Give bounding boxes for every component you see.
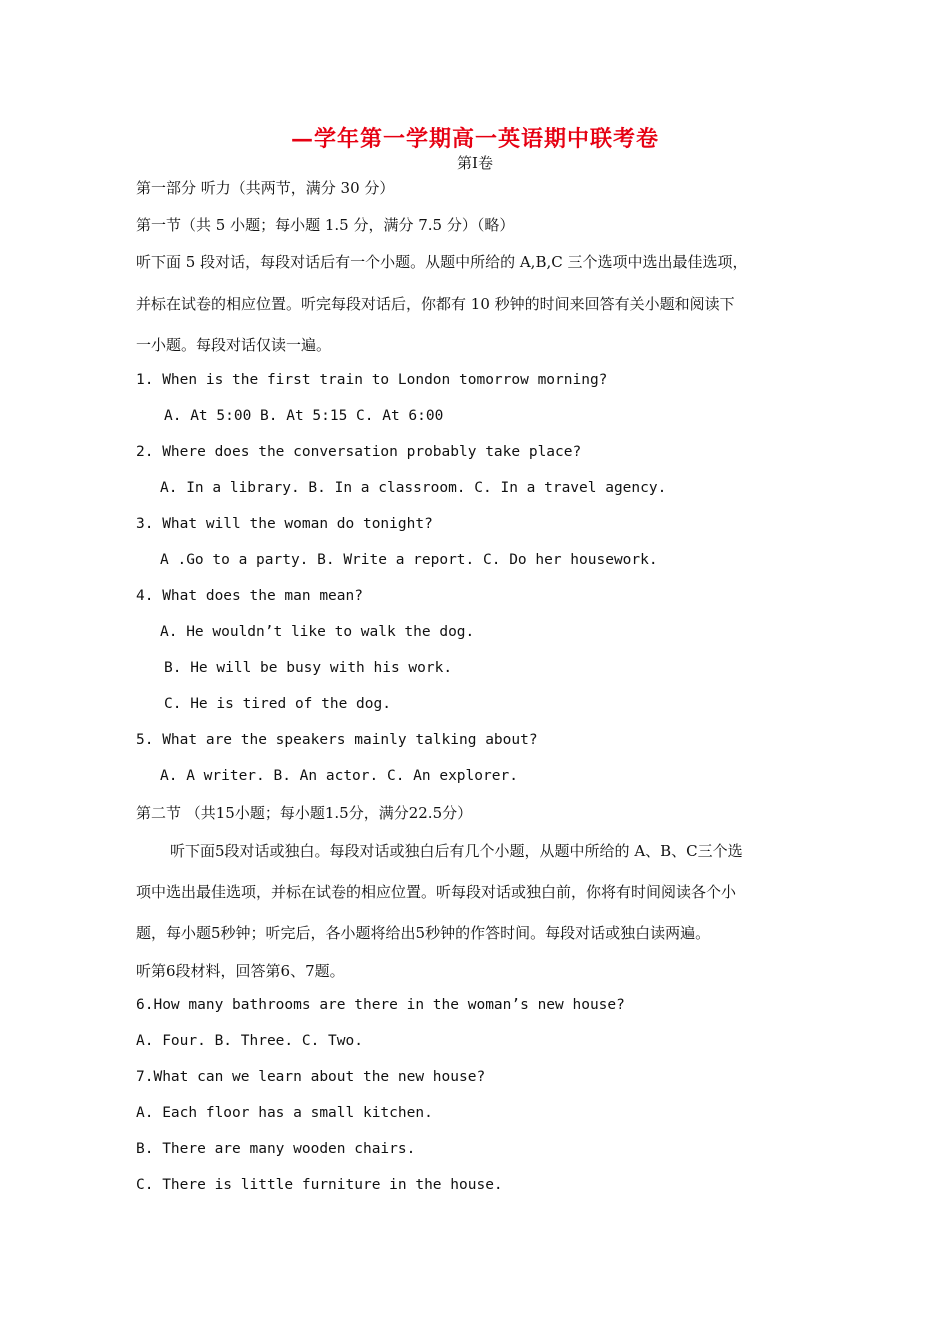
question-4-option-c: C. He is tired of the dog. (164, 696, 391, 712)
section2-heading: 第二节 （共15小题；每小题1.5分，满分22.5分） (136, 804, 473, 822)
section2-instruction-line-3: 题，每小题5秒钟；听完后，各小题将给出5秒钟的作答时间。每段对话或独白读两遍。 (136, 924, 711, 942)
question-4-option-b: B. He will be busy with his work. (164, 660, 453, 676)
exam-title: —学年第一学期高一英语期中联考卷 (290, 126, 659, 152)
question-5: 5. What are the speakers mainly talking about? (136, 732, 538, 748)
question-7-option-b: B. There are many wooden chairs. (136, 1141, 416, 1157)
question-1-options: A. At 5:00 B. At 5:15 C. At 6:00 (164, 408, 444, 424)
instruction-line-3: 一小题。每段对话仅读一遍。 (136, 336, 332, 354)
section2-instruction-line-2: 项中选出最佳选项，并标在试卷的相应位置。听每段对话或独白前，你将有时间阅读各个小 (136, 883, 737, 901)
question-1: 1. When is the first train to London tomorrow morning? (136, 372, 608, 388)
question-7-option-a: A. Each floor has a small kitchen. (136, 1105, 433, 1121)
instruction-line-1: 听下面 5 段对话，每段对话后有一个小题。从题中所给的 A,B,C 三个选项中选出最佳选项， (136, 253, 748, 271)
question-2: 2. Where does the conversation probably take place? (136, 444, 582, 460)
question-7: 7.What can we learn about the new house? (136, 1069, 486, 1085)
question-3: 3. What will the woman do tonight? (136, 516, 433, 532)
section1-heading: 第一节（共 5 小题；每小题 1.5 分，满分 7.5 分）（略） (136, 216, 515, 234)
question-6: 6.How many bathrooms are there in the woman’s new house? (136, 997, 625, 1013)
material-6-label: 听第6段材料，回答第6、7题。 (136, 962, 345, 980)
section2-instruction-line-1: 听下面5段对话或独白。每段对话或独白后有几个小题，从题中所给的 A、B、C三个选 (170, 842, 743, 860)
question-4-option-a: A. He wouldn’t like to walk the dog. (160, 624, 475, 640)
instruction-line-2: 并标在试卷的相应位置。听完每段对话后，你都有 10 秒钟的时间来回答有关小题和阅读下 (136, 295, 735, 313)
question-3-options: A .Go to a party. B. Write a report. C. Do her housework. (160, 552, 658, 568)
question-5-options: A. A writer. B. An actor. C. An explorer. (160, 768, 518, 784)
volume-label: 第Ⅰ卷 (457, 154, 493, 172)
question-4: 4. What does the man mean? (136, 588, 363, 604)
question-6-options: A. Four. B. Three. C. Two. (136, 1033, 363, 1049)
question-7-option-c: C. There is little furniture in the house. (136, 1177, 503, 1193)
question-2-options: A. In a library. B. In a classroom. C. In a travel agency. (160, 480, 667, 496)
part1-heading: 第一部分 听力（共两节，满分 30 分） (136, 179, 395, 197)
